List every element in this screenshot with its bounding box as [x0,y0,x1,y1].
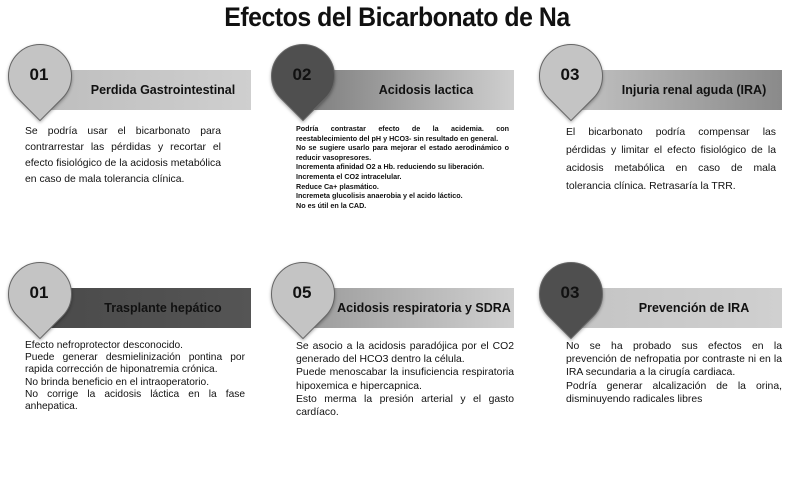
card-number: 01 [29,65,49,84]
card-body [296,340,514,419]
card-paragraph: Puede menoscabar la insuficiencia respiratoria hipoxemica e hipercapnica. [296,367,514,392]
card-number: 03 [560,283,580,302]
card-body [566,340,782,406]
card-paragraph: Incrementa el CO2 intracelular. [296,171,402,181]
card-trasplante-hepatico [5,258,270,483]
card-body [566,124,776,196]
card-body [25,124,221,188]
card-paragraph: No se sugiere usarlo para mejorar el estado aerodinámico o reducir vasopresores. [296,143,509,162]
card-paragraph: Podría contrastar efecto de la acidemia. con reestablecimiento del pH y HCO3- sin resultado en general. [296,124,509,143]
card-number: 01 [29,283,49,302]
card-paragraph: Podría generar alcalización de la orina, disminuyendo radicales libres [566,380,782,405]
card-paragraph: Incrementa afinidad O2 a Hb. reduciendo su liberación. [296,162,485,172]
card-paragraph: Se podría usar el bicarbonato para contrarrestar las pérdidas y recortar el efecto fisiológico de la acidosis metabólica en caso de mala tolerancia clínica. [25,126,221,185]
card-heading: Injuria renal aguda (IRA) [621,83,767,97]
card-heading: Prevención de IRA [638,301,750,315]
card-heading: Trasplante hepático [104,301,222,315]
card-paragraph: No brinda beneficio en el intraoperatorio. [25,376,210,388]
card-heading: Acidosis respiratoria y SDRA [337,301,511,315]
card-paragraph: No corrige la acidosis láctica en la fase anhepatica. [25,388,245,413]
card-acidosis-respiratoria-sdra [268,258,533,483]
card-acidosis-lactica [268,40,533,265]
card-perdida-gastrointestinal [5,40,270,265]
card-paragraph: Incremeta glucolisis anaerobia y el acido láctico. [296,191,463,201]
card-number: 02 [292,65,312,84]
card-number: 03 [560,65,580,84]
card-body [25,340,245,413]
card-prevencion-ira [536,258,794,483]
card-heading: Acidosis lactica [378,83,474,97]
card-paragraph: Esto merma la presión arterial y el gasto cardíaco. [296,393,514,419]
card-paragraph: Se asocio a la acidosis paradójica por el CO2 generado del HCO3 dentro la célula. [296,341,514,366]
card-injuria-renal-aguda [536,40,794,265]
card-number: 05 [292,283,312,302]
card-paragraph: El bicarbonato podría compensar las pérdidas y limitar el efecto fisiológico de la acidosis metabólica en caso de mala tolerancia clínica. Retrasaría la TRR. [566,127,776,192]
page-title: Efectos del Bicarbonato de Na [224,2,570,32]
card-body [296,124,509,210]
card-paragraph: Puede generar desmielinización pontina por rapida corrección de hiponatremia crónica. [25,352,245,376]
card-paragraph: No es útil en la CAD. [296,200,367,210]
card-paragraph: No se ha probado sus efectos en la prevención de nefropatia por contraste ni en la IRA secundaria a la cirugía cardiaca. [566,341,782,379]
card-heading: Perdida Gastrointestinal [90,83,236,97]
card-paragraph: Efecto nefroprotector desconocido. [25,340,184,351]
card-paragraph: Reduce Ca+ plasmático. [296,181,379,191]
